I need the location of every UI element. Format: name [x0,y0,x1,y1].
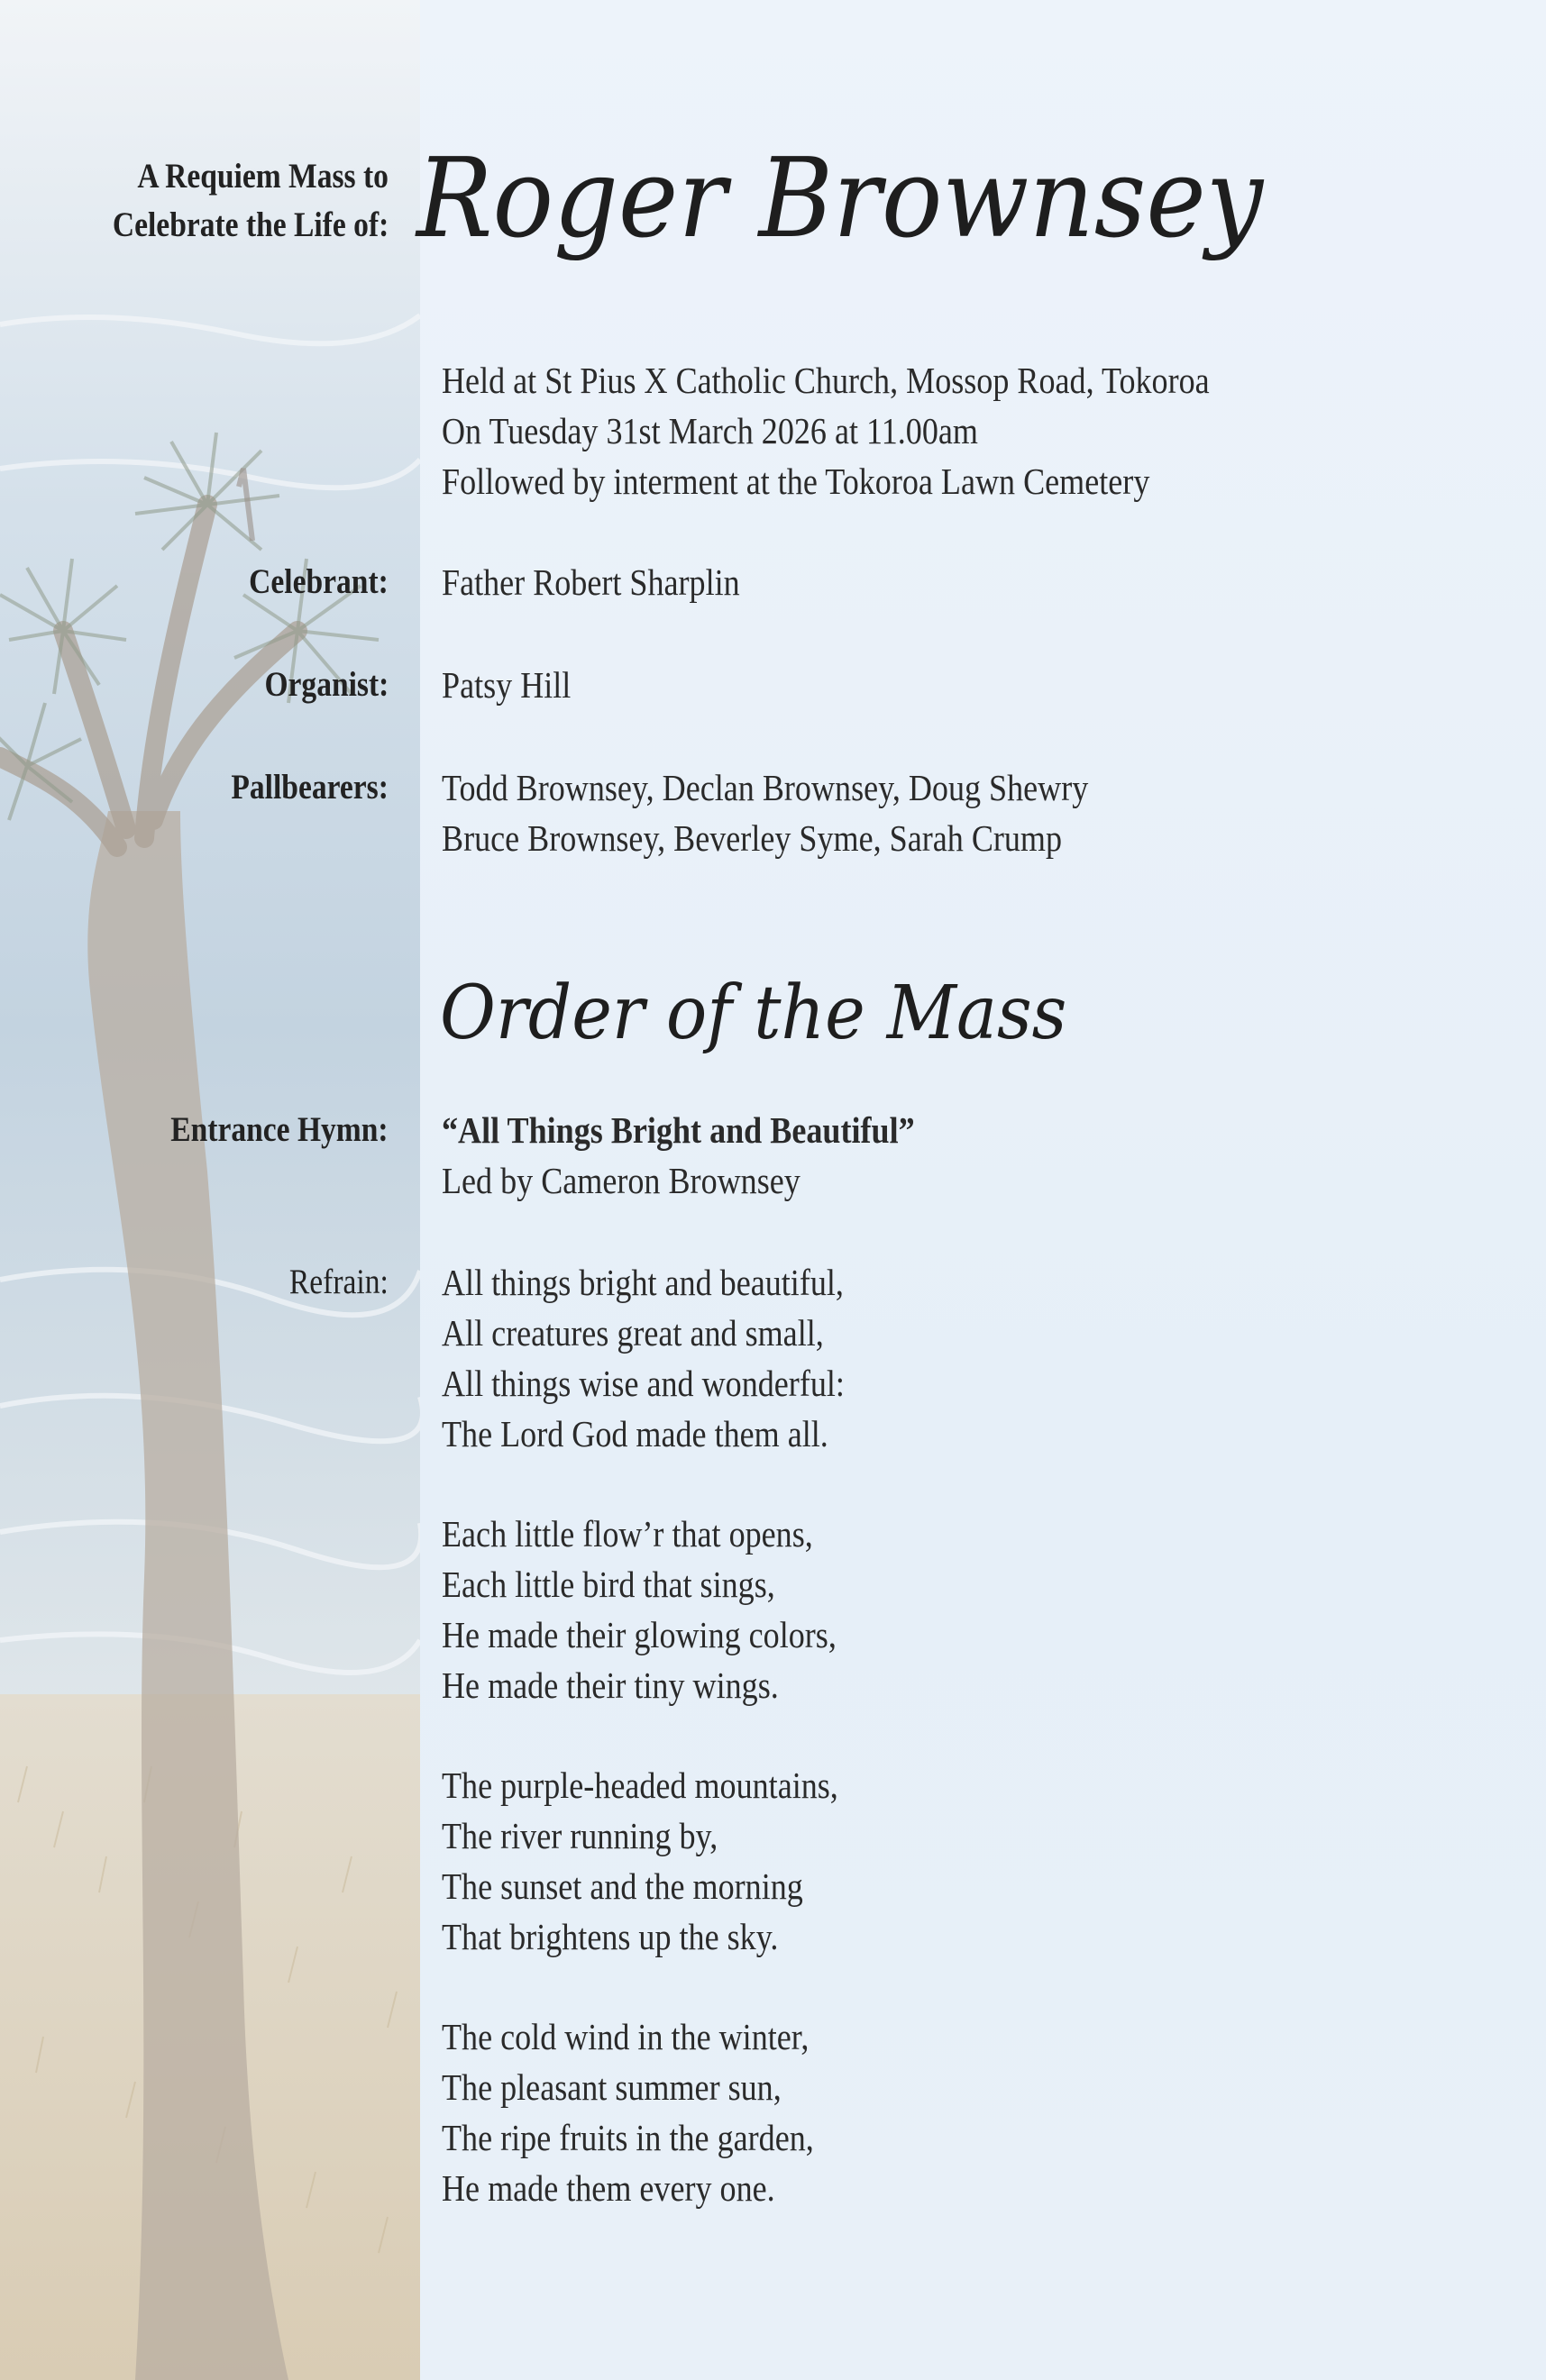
refrain-label: Refrain: [289,1263,389,1301]
stanza-line: All things wise and wonderful: [442,1363,845,1404]
deceased-name: Roger Brownsey [416,134,1264,262]
detail-location: Held at St Pius X Catholic Church, Mossop Road, Tokoroa [442,360,1210,401]
intro-line-2: Celebrate the Life of: [112,205,389,244]
pallbearers-line-1: Todd Brownsey, Declan Brownsey, Doug Shewry [442,767,1089,808]
celebrant-label: Celebrant: [249,562,389,601]
stanza-line: The ripe fruits in the garden, [442,2117,814,2158]
service-details [442,355,1210,506]
stanza-line: The pleasant summer sun, [442,2066,782,2108]
hymn-stanza-3 [442,1760,838,1962]
stanza-line: All creatures great and small, [442,1312,824,1354]
order-heading: Order of the Mass [440,971,1067,1056]
entrance-hymn [442,1105,915,1206]
cabbage-tree-photo [0,0,420,2380]
stanza-line: The river running by, [442,1815,718,1856]
organist-name: Patsy Hill [442,664,572,706]
stanza-line: Each little flow’r that opens, [442,1513,813,1555]
stanza-line: The Lord God made them all. [442,1413,828,1454]
organist-label: Organist: [264,665,389,704]
hymn-stanza-2 [442,1509,837,1710]
stanza-line: He made their glowing colors, [442,1614,837,1655]
stanza-line: The sunset and the morning [442,1865,803,1907]
hymn-stanza-1 [442,1257,845,1459]
stanza-line: The cold wind in the winter, [442,2016,810,2057]
hymn-stanza-4 [442,2011,814,2213]
detail-date: On Tuesday 31st March 2026 at 11.00am [442,410,978,451]
pallbearers-list [442,762,1088,863]
stanza-line: He made them every one. [442,2167,775,2209]
background-photo [0,0,420,2380]
pallbearers-label: Pallbearers: [231,768,389,807]
intro-line-1: A Requiem Mass to [137,157,389,196]
celebrant-name: Father Robert Sharplin [442,561,740,603]
stanza-line: Each little bird that sings, [442,1564,775,1605]
pallbearers-line-2: Bruce Brownsey, Beverley Syme, Sarah Crump [442,817,1063,859]
stanza-line: That brightens up the sky. [442,1916,779,1957]
entrance-hymn-label: Entrance Hymn: [170,1110,389,1149]
stanza-line: The purple-headed mountains, [442,1764,838,1806]
hymn-leader: Led by Cameron Brownsey [442,1160,800,1201]
detail-interment: Followed by interment at the Tokoroa Lawn Cemetery [442,460,1150,502]
hymn-title: “All Things Bright and Beautiful” [442,1109,915,1151]
stanza-line: All things bright and beautiful, [442,1262,844,1303]
stanza-line: He made their tiny wings. [442,1664,779,1706]
